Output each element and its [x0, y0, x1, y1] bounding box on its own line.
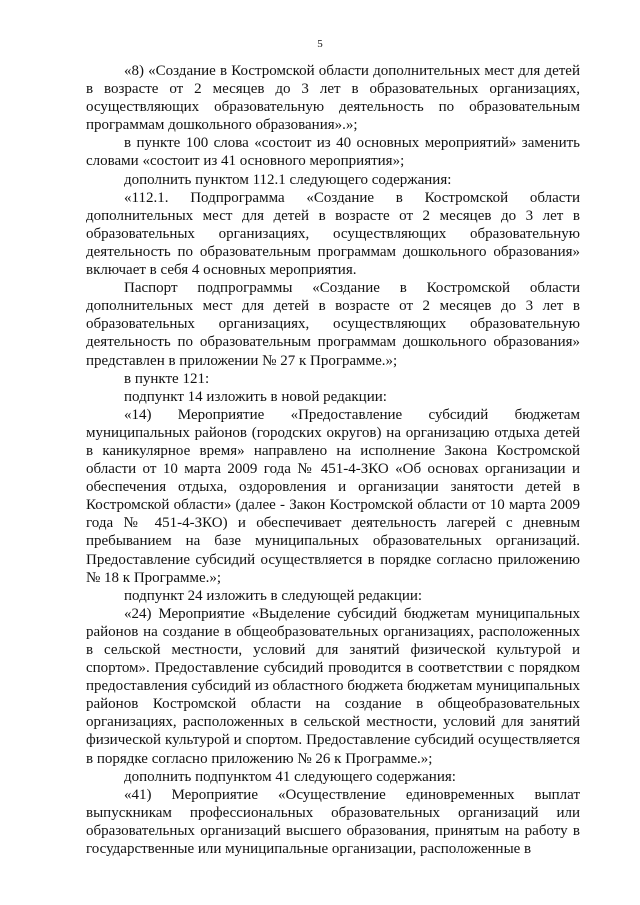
- paragraph: подпункт 14 изложить в новой редакции:: [124, 388, 387, 405]
- paragraph: подпункт 24 изложить в следующей редакции:: [124, 587, 423, 604]
- paragraph: дополнить подпунктом 41 следующего содержания:: [124, 768, 456, 785]
- paragraph: «112.1. Подпрограмма «Создание в Костромской области дополнительных мест для детей в возрасте от 2 месяцев до 3 лет в образовательных организациях, осуществляющих образовательную деятельность по образовательным программам дошкольного образования» включает в себя 4 основных мероприятия.: [86, 189, 580, 279]
- document-body: [86, 62, 580, 858]
- paragraph: дополнить пунктом 112.1 следующего содержания:: [124, 171, 452, 188]
- paragraph: «24) Мероприятие «Выделение субсидий бюджетам муниципальных районов на создание в общеобразовательных организациях, расположенных в сельской местности, условий для занятий физической культурой и спортом». Предоставление субсидий проводится в соответствии с порядком предоставления субсидий из областного бюджета бюджетам муниципальных районов Костромской области на создание в общеобразовательных организациях, расположенных в сельской местности, условий для занятий физической культурой и спортом. Предоставление субсидий осуществляется в порядке согласно приложению № 26 к Программе.»;: [86, 605, 580, 767]
- paragraph: в пункте 121:: [124, 370, 210, 387]
- paragraph: «41) Мероприятие «Осуществление единовременных выплат выпускникам профессиональных образовательных организаций или образовательных организаций высшего образования, принятым на работу в государственные или муниципальные организации, расположенные в: [86, 786, 580, 858]
- page-number: 5: [317, 38, 323, 50]
- paragraph: Паспорт подпрограммы «Создание в Костромской области дополнительных мест для детей в возрасте от 2 месяцев до 3 лет в образовательных организациях, осуществляющих образовательную деятельность по образовательным программам дошкольного образования» представлен в приложении № 27 к Программе.»;: [86, 280, 580, 369]
- paragraph: «14) Мероприятие «Предоставление субсидий бюджетам муниципальных районов (городских округов) на организацию отдыха детей в каникулярное время» направлено на исполнение Закона Костромской области от 10 марта 2009 года № 451-4-ЗКО «Об основах организации и обеспечения отдыха, оздоровления и организации занятости детей в Костромской области» (далее - Закон Костромской области от 10 марта 2009 года № 451-4-ЗКО) и обеспечивает деятельность лагерей с дневным пребыванием на базе муниципальных образовательных организаций. Предоставление субсидий осуществляется в порядке согласно приложению № 18 к Программе.»;: [86, 406, 580, 586]
- paragraph: в пункте 100 слова «состоит из 40 основных мероприятий» заменить словами «состоит из 41 основного мероприятия»;: [86, 135, 580, 170]
- paragraph: «8) «Создание в Костромской области дополнительных мест для детей в возрасте от 2 месяцев до 3 лет в образовательных организациях, осуществляющих образовательную деятельность по образовательным программам дошкольного образования».»;: [86, 63, 580, 134]
